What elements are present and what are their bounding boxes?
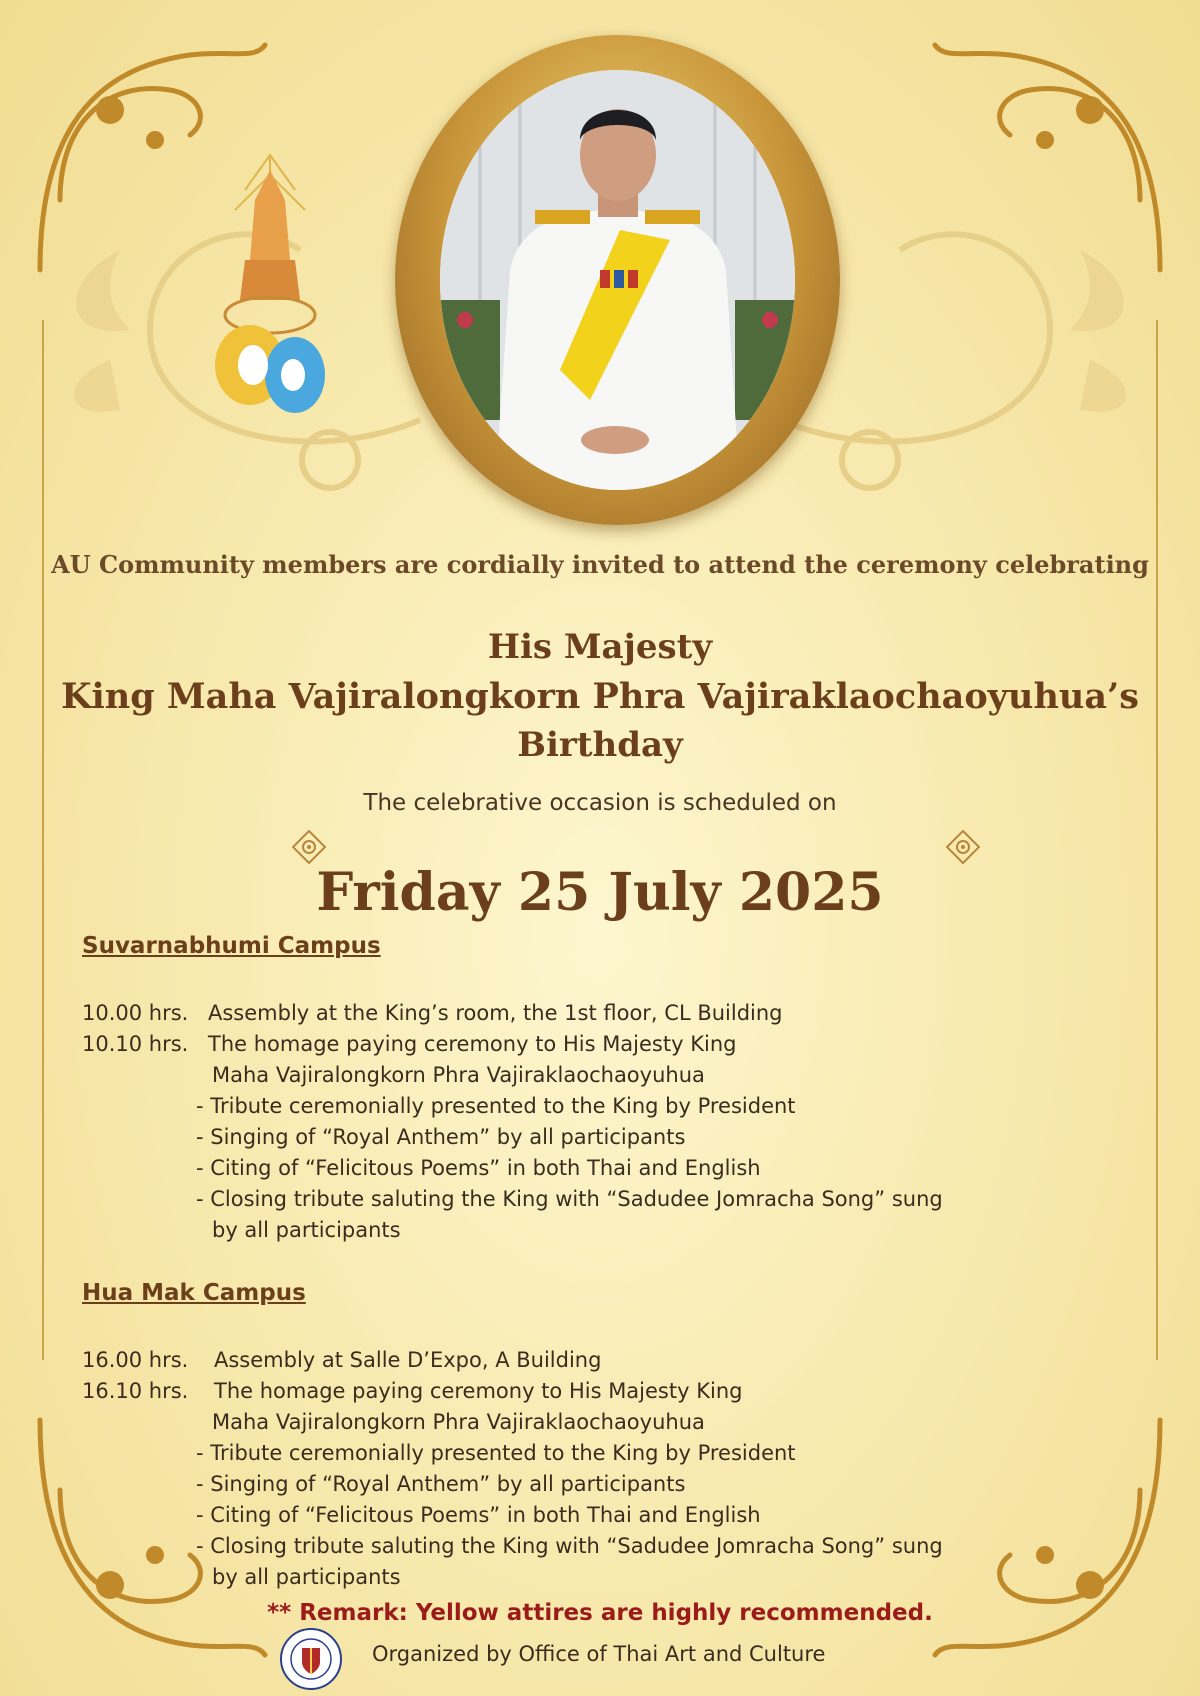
schedule-bullet: - Citing of “Felicitous Poems” in both Thai and English	[196, 1503, 761, 1527]
king-portrait-image	[440, 70, 795, 490]
invitation-intro: AU Community members are cordially invited to attend the ceremony celebrating	[51, 550, 1149, 579]
schedule-suvarnabhumi	[82, 998, 943, 1246]
campus-heading-hua-mak: Hua Mak Campus	[82, 1280, 306, 1306]
schedule-time: 16.00 hrs.	[82, 1348, 189, 1372]
royal-emblem-icon	[205, 150, 335, 430]
schedule-continuation: by all participants	[212, 1218, 401, 1242]
schedule-bullet: - Tribute ceremonially presented to the King by President	[196, 1441, 796, 1465]
schedule-bullet: - Closing tribute saluting the King with “Sadudee Jomracha Song” sung	[196, 1534, 943, 1558]
schedule-continuation: by all participants	[212, 1565, 401, 1589]
schedule-bullet: - Singing of “Royal Anthem” by all participants	[196, 1125, 686, 1149]
title-line-2: King Maha Vajiralongkorn Phra Vajiraklaochaoyuhua’s	[61, 676, 1139, 717]
schedule-text: The homage paying ceremony to His Majesty King	[214, 1379, 743, 1403]
scheduled-text: The celebrative occasion is scheduled on	[363, 790, 837, 816]
schedule-row	[82, 1345, 943, 1376]
right-border-line	[1156, 320, 1158, 1360]
schedule-text: Assembly at the King’s room, the 1st floor, CL Building	[208, 1001, 783, 1025]
university-seal-icon	[280, 1628, 342, 1690]
schedule-row	[82, 1029, 943, 1060]
diamond-ornament-icon	[292, 830, 326, 864]
diamond-ornament-icon	[946, 830, 980, 864]
schedule-row	[82, 1376, 943, 1407]
schedule-time: 10.00 hrs.	[82, 1001, 189, 1025]
schedule-text: Assembly at Salle D’Expo, A Building	[214, 1348, 602, 1372]
schedule-time: 10.10 hrs.	[82, 1032, 189, 1056]
left-border-line	[42, 320, 44, 1360]
schedule-bullet: - Closing tribute saluting the King with “Sadudee Jomracha Song” sung	[196, 1187, 943, 1211]
schedule-text: The homage paying ceremony to His Majesty King	[208, 1032, 737, 1056]
schedule-hua-mak	[82, 1345, 943, 1593]
event-date: Friday 25 July 2025	[316, 862, 884, 923]
title-line-1: His Majesty	[487, 627, 713, 667]
schedule-bullet: - Tribute ceremonially presented to the King by President	[196, 1094, 796, 1118]
schedule-continuation: Maha Vajiralongkorn Phra Vajiraklaochaoyuhua	[212, 1063, 705, 1087]
campus-heading-suvarnabhumi: Suvarnabhumi Campus	[82, 933, 381, 959]
title-line-3: Birthday	[517, 725, 683, 765]
organizer-text: Organized by Office of Thai Art and Culture	[372, 1642, 826, 1666]
remark-text: ** Remark: Yellow attires are highly recommended.	[267, 1600, 933, 1626]
schedule-continuation: Maha Vajiralongkorn Phra Vajiraklaochaoyuhua	[212, 1410, 705, 1434]
schedule-bullet: - Citing of “Felicitous Poems” in both Thai and English	[196, 1156, 761, 1180]
schedule-bullet: - Singing of “Royal Anthem” by all participants	[196, 1472, 686, 1496]
schedule-time: 16.10 hrs.	[82, 1379, 189, 1403]
schedule-row	[82, 998, 943, 1029]
